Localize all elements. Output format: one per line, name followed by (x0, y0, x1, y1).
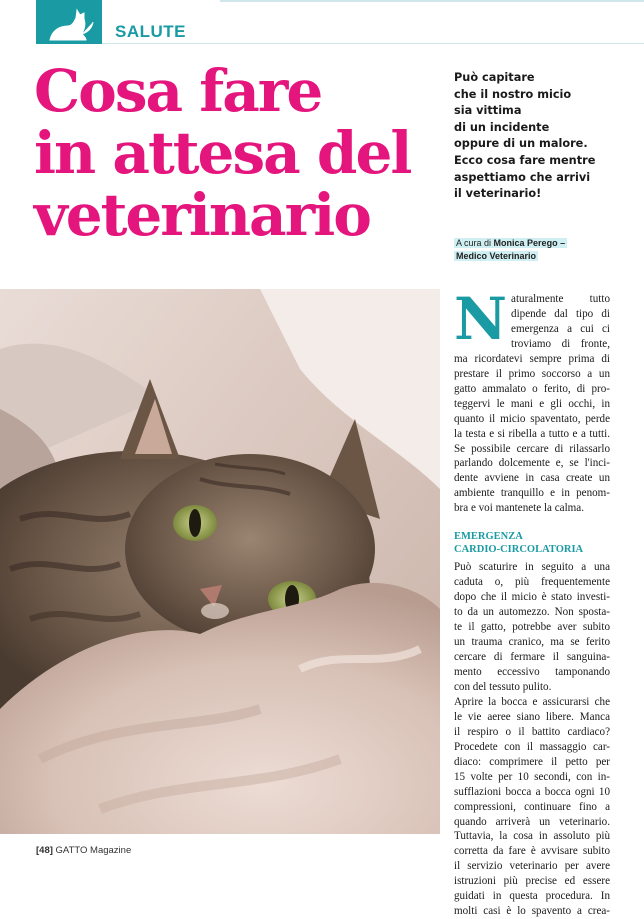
text-line: gatto ammalato o ferito, di pro- (454, 382, 610, 395)
dropcap: N (454, 285, 508, 353)
text-line: caduta o, più frequentemente (454, 576, 610, 589)
text-line: cercare di fermare il sanguina- (454, 651, 610, 664)
byline-line-1 (454, 238, 567, 248)
intro-line: il veterinario! (454, 187, 542, 201)
intro-line: aspettiamo che arrivi (454, 170, 591, 184)
text-line: Può scaturire in seguito a una (454, 561, 610, 574)
text-line: molti casi è lo spavento a crea- (454, 905, 610, 918)
magazine-name: GATTO Magazine (55, 845, 132, 856)
text-line: corretta da fare è avvisare subito (454, 845, 610, 858)
text-line: prestare il primo soccorso a un (454, 367, 610, 380)
page-footer (36, 845, 131, 856)
article-paragraph-2 (454, 560, 610, 695)
text-line: istruzioni più precise ed essere (454, 875, 610, 888)
text-line: 15 volte per 10 secondi, con in- (454, 770, 610, 783)
page-title (34, 57, 444, 249)
text-line: ambiente tranquillo e in penom- (454, 487, 610, 500)
text-line: quando arriverà un veterinario. (454, 815, 610, 828)
text-line: con del tessuto pulito. (454, 680, 552, 693)
text-line: Se possibile cercare di rilassarlo (454, 442, 610, 455)
subheading (454, 530, 610, 556)
article-paragraph-3 (454, 695, 610, 919)
text-line: mento eccessivo tamponando (454, 665, 610, 678)
text-line: Tuttavia, la cosa in assoluto più (454, 830, 610, 843)
text-line: troviamo di fronte, (511, 337, 610, 350)
intro-line: di un incidente (454, 120, 550, 134)
section-tab (36, 0, 102, 44)
text-line: dopo che il micio è stato investi- (454, 591, 610, 604)
page-number: [48] (36, 845, 53, 856)
text-line: ma ricordatevi sempre prima di (454, 352, 610, 365)
cat-silhouette-icon (46, 4, 96, 42)
byline-prefix: A cura di (456, 238, 492, 248)
text-line: teggervi le mani e gli occhi, in (454, 397, 610, 410)
intro-line: Può capitare (454, 71, 535, 84)
text-line: il servizio veterinario per avere (454, 860, 610, 873)
intro-line: oppure di un malore. (454, 137, 588, 151)
text-line: sufflazioni bocca a bocca ogni 10 (454, 785, 610, 798)
text-line: aturalmente tutto (511, 293, 610, 305)
text-line: emergenza a cui ci (511, 322, 610, 335)
text-line: Aprire la bocca e assicurarsi che (454, 695, 610, 708)
text-line: le vie aeree siano libere. Manca (454, 710, 610, 723)
text-line: bra e voi mantenete la calma. (454, 502, 584, 515)
intro-line: sia vittima (454, 104, 522, 118)
top-rule (220, 0, 644, 2)
text-line: Procedete con il massaggio car- (454, 740, 610, 753)
photo-illustration (0, 289, 440, 834)
article-body (454, 285, 610, 919)
title-line: in attesa del (34, 119, 411, 187)
text-line: diaco: comprimere il petto per (454, 755, 610, 768)
text-line: dente avviene in casa create un (454, 472, 610, 485)
subheading-line: EMERGENZA (454, 531, 523, 543)
intro-line: che il nostro micio (454, 87, 572, 101)
cat-on-blanket-photo (0, 289, 440, 834)
text-line: to da un automezzo. Non sposta- (454, 606, 610, 619)
text-line: un trauma cranico, ma se ferito (454, 636, 610, 649)
text-line: il respiro o il battito cardiaco? (454, 725, 610, 738)
text-line: dipende dal tipo di (511, 307, 610, 320)
title-line: veterinario (34, 181, 370, 249)
section-label: SALUTE (115, 22, 186, 41)
intro-text (454, 70, 634, 203)
text-line: guidati in questa procedura. In (454, 890, 610, 903)
text-line: parlando dolcemente e, se l'inci- (454, 457, 610, 470)
text-line: quanto il micio spaventato, perde (454, 412, 610, 425)
article-paragraph-1 (454, 285, 610, 516)
title-line: Cosa fare (34, 57, 322, 125)
author-role: Medico Veterinario (456, 251, 537, 261)
intro-line: Ecco cosa fare mentre (454, 153, 596, 167)
text-line: la testa e si ribella a tutto e a tutti. (454, 427, 610, 440)
text-line: te il gatto, potrebbe aver subito (454, 621, 610, 634)
byline-line-2 (454, 251, 538, 261)
text-line: compressioni, continuare fino a (454, 800, 610, 813)
header-rule (100, 43, 644, 44)
byline (454, 237, 567, 263)
author-name: Monica Perego – (493, 238, 566, 248)
subheading-line: CARDIO-CIRCOLATORIA (454, 544, 584, 556)
